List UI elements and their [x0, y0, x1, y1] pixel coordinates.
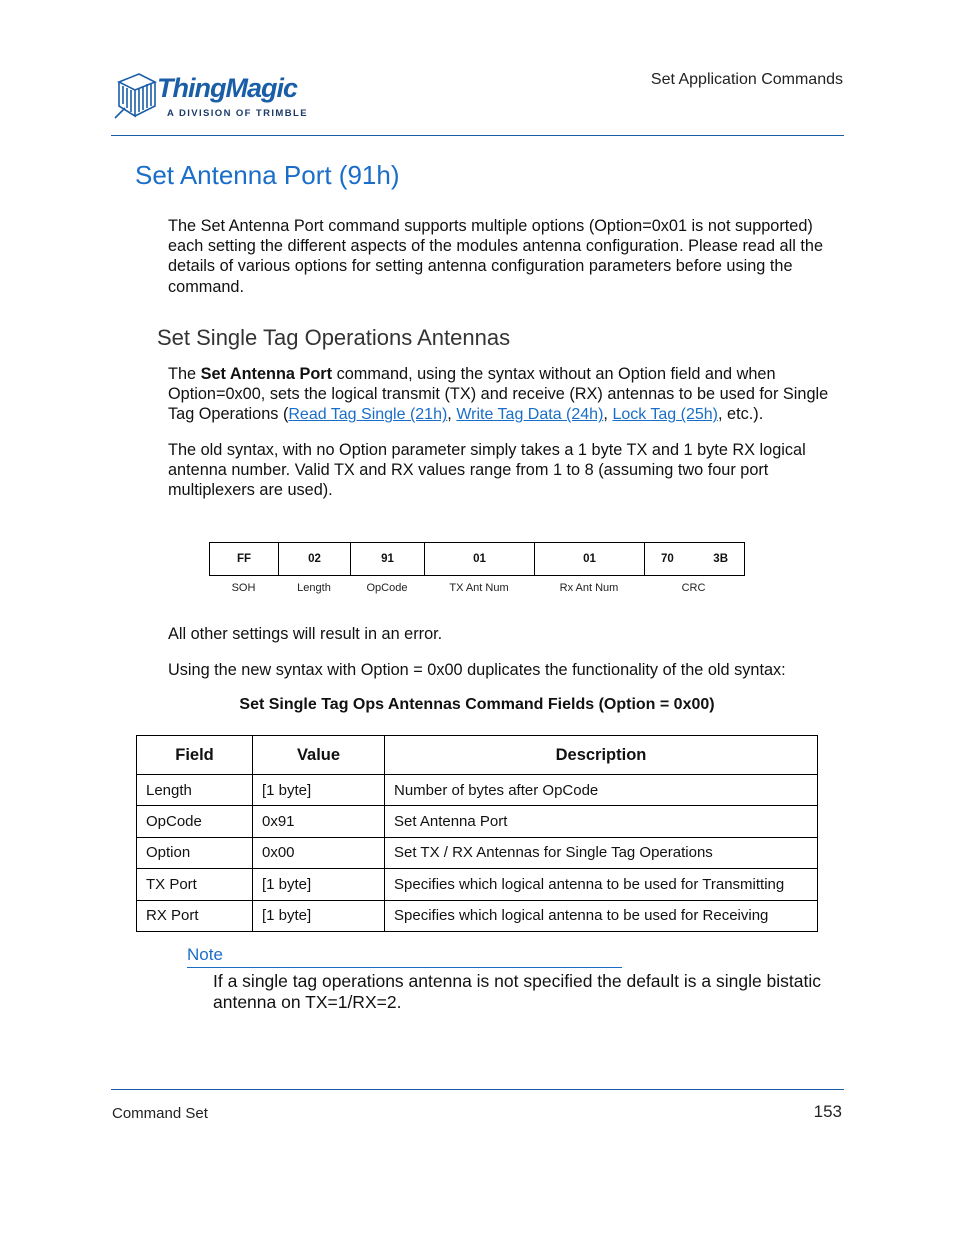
- table-cell: [1 byte]: [253, 869, 385, 900]
- header-section-title: Set Application Commands: [650, 71, 843, 88]
- table-header-row: [137, 736, 818, 775]
- logo-wordmark: ThingMagic: [157, 73, 297, 103]
- frame-label: Rx Ant Num: [559, 582, 619, 594]
- command-name: Set Antenna Port: [200, 365, 333, 383]
- table-cell: Specifies which logical antenna to be used for Receiving: [385, 900, 818, 931]
- separator: ,: [603, 405, 613, 424]
- page-number: 153: [813, 1102, 842, 1121]
- link-lock-tag[interactable]: Lock Tag (25h): [612, 406, 718, 424]
- command-frame: [209, 542, 745, 576]
- thingmagic-logo: [113, 68, 313, 124]
- para-text: The: [168, 365, 201, 383]
- note-label: Note: [187, 945, 223, 964]
- table-row: [137, 900, 818, 931]
- new-syntax-paragraph: Using the new syntax with Option = 0x00 duplicates the functionality of the old syntax:: [168, 661, 786, 679]
- crc-byte-1: 70: [661, 553, 674, 565]
- table-cell: [1 byte]: [253, 900, 385, 931]
- column-header: Value: [253, 736, 385, 775]
- table-cell: TX Port: [137, 869, 253, 900]
- separator: ,: [447, 405, 457, 424]
- table-cell: OpCode: [137, 806, 253, 837]
- old-syntax-paragraph: The old syntax, with no Option parameter simply takes a 1 byte TX and 1 byte RX logical antenna number. Valid TX and RX values range from 1 to 8 (assuming two four port multiplexers are used).: [168, 441, 806, 500]
- table-row: [137, 806, 818, 837]
- column-header: Description: [385, 736, 818, 775]
- note-rule: [187, 967, 622, 968]
- frame-label: CRC: [681, 582, 706, 594]
- header-rule: [111, 135, 844, 136]
- frame-cell-length: 02: [279, 543, 351, 575]
- table-cell: Length: [137, 775, 253, 806]
- command-fields-table: [136, 735, 818, 932]
- frame-cell-tx: 01: [425, 543, 535, 575]
- intro-paragraph: The Set Antenna Port command supports multiple options (Option=0x01 is not supported) each setting the different aspects of the modules antenna configuration. Please read all the details of various options for setting antenna configuration parameters before using the command.: [168, 217, 824, 296]
- table-cell: [1 byte]: [253, 775, 385, 806]
- description-paragraph: [168, 364, 848, 426]
- link-write-tag-data[interactable]: Write Tag Data (24h): [456, 406, 604, 424]
- table-row: [137, 869, 818, 900]
- table-cell: Specifies which logical antenna to be used for Transmitting: [385, 869, 818, 900]
- footer-rule: [111, 1089, 844, 1090]
- link-read-tag-single[interactable]: Read Tag Single (21h): [288, 406, 448, 424]
- error-paragraph: All other settings will result in an error.: [168, 625, 443, 643]
- table-row: [137, 837, 818, 868]
- table-cell: RX Port: [137, 900, 253, 931]
- section-subtitle: Set Single Tag Operations Antennas: [157, 325, 511, 350]
- frame-cell-soh: FF: [210, 543, 279, 575]
- para-text: command, using the syntax without an Option field and when Option=0x00, sets the logical transmit (TX) and receive (RX) antennas to be used for Single Tag Operations (: [168, 365, 829, 424]
- frame-label: TX Ant Num: [449, 582, 509, 594]
- frame-cell-opcode: 91: [351, 543, 425, 575]
- footer-chapter: Command Set: [112, 1105, 208, 1122]
- table-row: [137, 775, 818, 806]
- table-caption: Set Single Tag Ops Antennas Command Fields (Option = 0x00): [239, 696, 715, 713]
- table-cell: Option: [137, 837, 253, 868]
- table-cell: Set Antenna Port: [385, 806, 818, 837]
- table-cell: Number of bytes after OpCode: [385, 775, 818, 806]
- frame-label: OpCode: [366, 582, 408, 594]
- note-text: If a single tag operations antenna is not specified the default is a single bistatic antenna on TX=1/RX=2.: [213, 971, 822, 1012]
- column-header: Field: [137, 736, 253, 775]
- frame-labels: [209, 582, 745, 594]
- logo-tagline: A DIVISION OF TRIMBLE: [167, 108, 308, 119]
- frame-cell-rx: 01: [535, 543, 645, 575]
- frame-label: SOH: [231, 582, 256, 594]
- table-cell: Set TX / RX Antennas for Single Tag Operations: [385, 837, 818, 868]
- frame-cell-crc: [645, 543, 744, 575]
- crc-byte-2: 3B: [713, 553, 728, 565]
- logo-cube-icon: [113, 68, 161, 122]
- table-cell: 0x00: [253, 837, 385, 868]
- table-cell: 0x91: [253, 806, 385, 837]
- page-title: Set Antenna Port (91h): [135, 160, 400, 190]
- frame-label: Length: [297, 582, 331, 594]
- para-text: , etc.).: [718, 405, 764, 424]
